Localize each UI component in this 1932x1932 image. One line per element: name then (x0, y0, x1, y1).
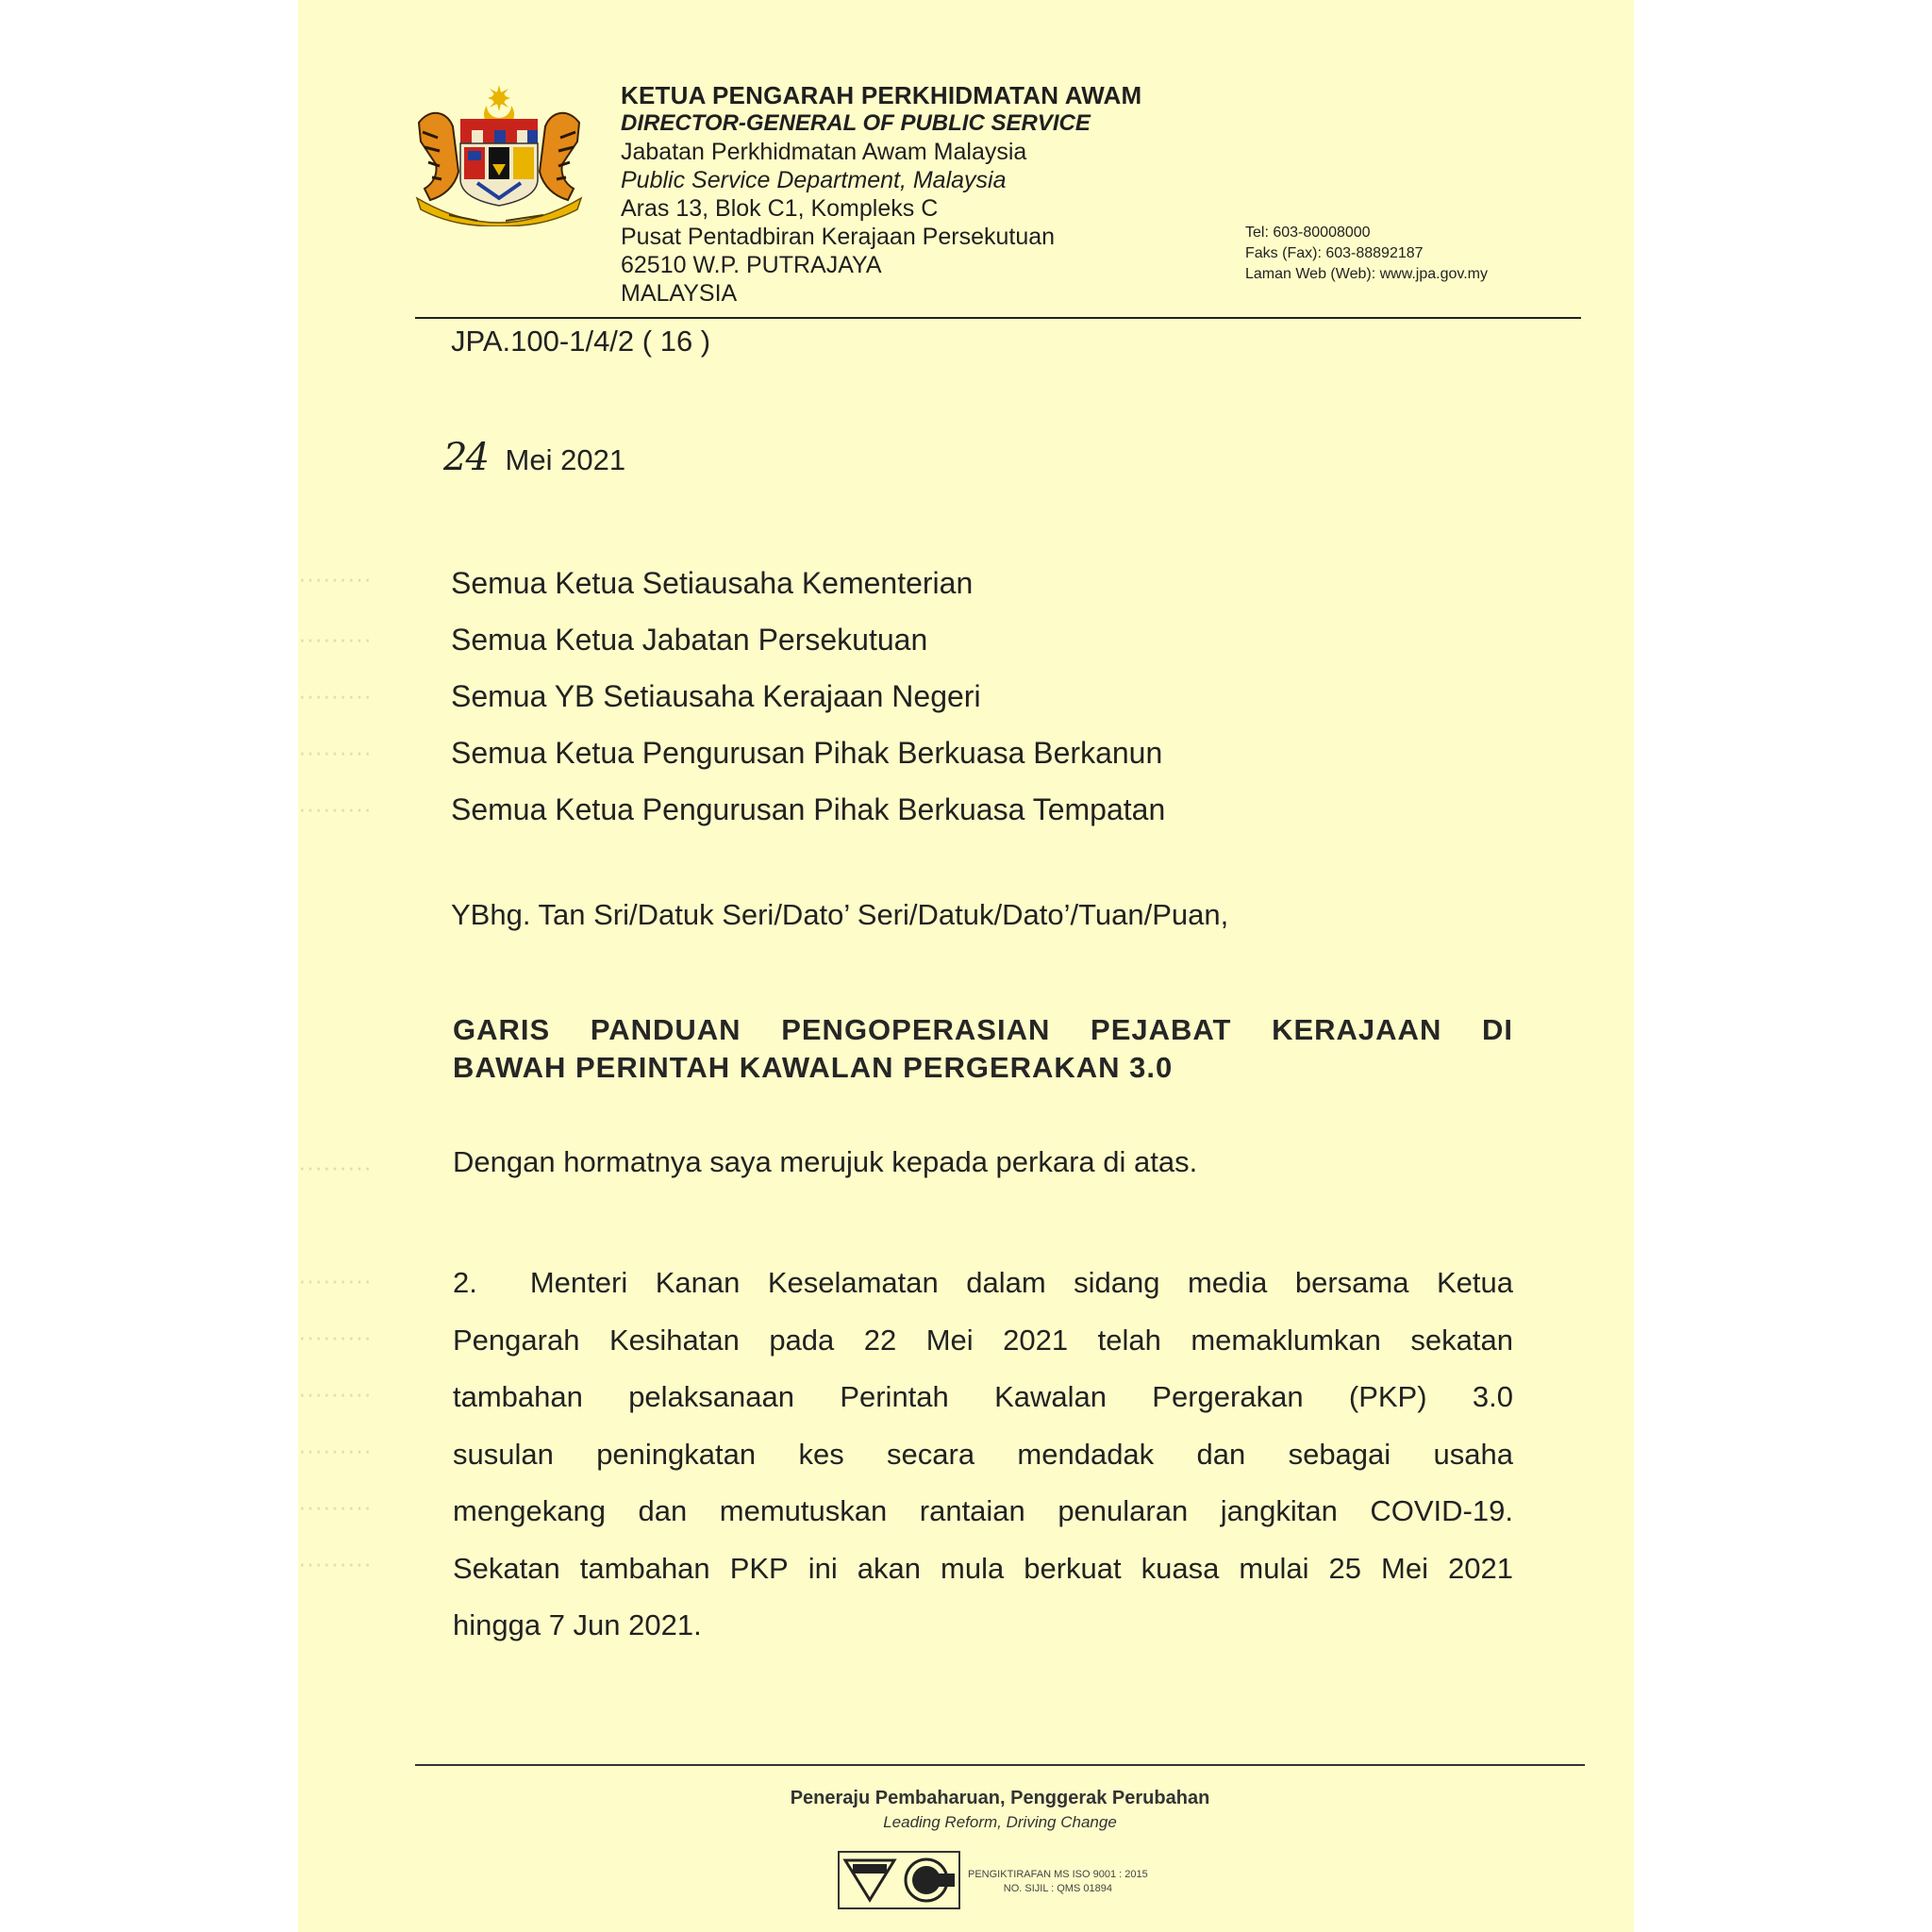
paragraph-line (453, 1255, 1513, 1312)
paragraph-word: COVID-19. (1370, 1494, 1513, 1527)
paragraph-word: tambahan (579, 1551, 710, 1585)
letterhead (621, 81, 1141, 308)
paragraph-word: kes (798, 1437, 844, 1471)
paragraph-word: dalam (966, 1266, 1046, 1299)
address-line: 62510 W.P. PUTRAJAYA (621, 252, 882, 278)
subject-word: GARIS (453, 1013, 551, 1046)
header-divider (415, 317, 1581, 319)
paragraph-word: rantaian (919, 1494, 1025, 1527)
subject-word: KERAJAAN (1272, 1013, 1442, 1046)
paragraph-word: Menteri (529, 1266, 628, 1299)
address-line: Pusat Pentadbiran Kerajaan Persekutuan (621, 224, 1056, 250)
paragraph-word: peningkatan (596, 1437, 757, 1471)
month-year: Mei 2021 (505, 443, 626, 476)
paragraph-word: mula (941, 1551, 1005, 1585)
paragraph-word: mendadak (1017, 1437, 1155, 1471)
bleed-through-text: ········· (298, 738, 372, 766)
paragraph-word: penularan (1058, 1494, 1189, 1527)
iso-certification: PENGIKTIRAFAN MS ISO 9001 : 2015 (968, 1869, 1148, 1880)
issuer-title-english: DIRECTOR-GENERAL OF PUBLIC SERVICE (621, 110, 1091, 136)
paragraph-word: secara (887, 1437, 975, 1471)
paragraph-word: (PKP) (1348, 1380, 1427, 1413)
department-name-english: Public Service Department, Malaysia (621, 167, 1007, 193)
subject-word: PENGOPERASIAN (781, 1013, 1051, 1046)
footer-motto (641, 1785, 1358, 1834)
department-name-malay: Jabatan Perkhidmatan Awam Malaysia (621, 139, 1027, 165)
subject-word: PANDUAN (590, 1013, 741, 1046)
paragraph-word: 2021 (1003, 1323, 1069, 1357)
paragraph-word: Mei (925, 1323, 974, 1357)
paragraph-word: bersama (1294, 1266, 1409, 1299)
bleed-through-text: ········· (298, 1323, 372, 1351)
paragraph-word: Sekatan (453, 1551, 560, 1585)
reference-number: JPA.100-1/4/2 ( 16 ) (451, 325, 711, 358)
recipient-line: Semua Ketua Pengurusan Pihak Berkuasa Berkanun (451, 736, 1163, 770)
bleed-through-text: ········· (298, 564, 372, 592)
subject-line-2: BAWAH PERINTAH KAWALAN PERGERAKAN 3.0 (453, 1051, 1174, 1084)
bleed-through-text: ········· (298, 1153, 372, 1181)
paragraph-word: PKP (729, 1551, 789, 1585)
contact-block (1245, 223, 1488, 285)
paragraph-word: dan (1196, 1437, 1246, 1471)
subject-word: PEJABAT (1091, 1013, 1232, 1046)
paragraph-word: memutuskan (719, 1494, 888, 1527)
bleed-through-text: ········· (298, 794, 372, 823)
recipient-list (451, 555, 1165, 838)
certificate-number: NO. SIJIL : QMS 01894 (1003, 1883, 1112, 1894)
certification-logos (838, 1851, 960, 1909)
paragraph-word: sebagai (1288, 1437, 1391, 1471)
website: Laman Web (Web): www.jpa.gov.my (1245, 266, 1488, 282)
paragraph-line (453, 1369, 1513, 1426)
subject-word: DI (1482, 1013, 1513, 1046)
paragraph-word: usaha (1433, 1437, 1513, 1471)
motto-english: Leading Reform, Driving Change (883, 1813, 1117, 1831)
bleed-through-text: ········· (298, 1379, 372, 1407)
fax: Faks (Fax): 603-88892187 (1245, 245, 1424, 261)
paragraph-line-text (530, 1255, 1513, 1312)
bleed-through-text: ········· (298, 1549, 372, 1577)
paragraph-number: 2. (453, 1266, 477, 1299)
paragraph-line (453, 1312, 1513, 1370)
motto-malay: Peneraju Pembaharuan, Penggerak Perubahan (790, 1788, 1210, 1808)
paragraph-word: 3.0 (1472, 1380, 1513, 1413)
paragraph-word: sekatan (1410, 1323, 1513, 1357)
paragraph-word: jangkitan (1220, 1494, 1338, 1527)
coat-of-arms-icon (411, 85, 587, 226)
paragraph-line (453, 1426, 1513, 1484)
paragraph-2 (453, 1255, 1513, 1655)
subject-line-1 (453, 1011, 1513, 1049)
certification-text (968, 1868, 1148, 1896)
paragraph-word: sidang (1074, 1266, 1160, 1299)
paragraph-word: kuasa (1141, 1551, 1220, 1585)
bleed-through-text: ········· (298, 681, 372, 709)
paragraph-word: 2021 (1447, 1551, 1513, 1585)
opening-paragraph: Dengan hormatnya saya merujuk kepada perkara di atas. (453, 1145, 1198, 1178)
handwritten-day: 24 (443, 436, 488, 479)
paragraph-word: Pergerakan (1152, 1380, 1304, 1413)
letter-date (443, 436, 625, 479)
paragraph-word: pada (769, 1323, 835, 1357)
bleed-through-text: ········· (298, 1436, 372, 1464)
recipient-line: Semua YB Setiausaha Kerajaan Negeri (451, 679, 981, 713)
paragraph-word: ini (808, 1551, 838, 1585)
bleed-through-text: ········· (298, 1492, 372, 1521)
paragraph-line (453, 1483, 1513, 1541)
paragraph-word: Kesihatan (608, 1323, 740, 1357)
paragraph-word: Kanan (655, 1266, 741, 1299)
recipient-line: Semua Ketua Jabatan Persekutuan (451, 623, 928, 657)
address-line: MALAYSIA (621, 280, 738, 307)
paragraph-word: media (1187, 1266, 1268, 1299)
paragraph-word: susulan (453, 1437, 554, 1471)
paragraph-word: Keselamatan (767, 1266, 939, 1299)
paragraph-word: tambahan (453, 1380, 583, 1413)
paragraph-word: dan (638, 1494, 688, 1527)
paragraph-line (453, 1541, 1513, 1598)
bleed-through-text: ········· (298, 625, 372, 653)
paragraph-word: Kawalan (994, 1380, 1107, 1413)
paragraph-word: mengekang (453, 1494, 607, 1527)
salutation: YBhg. Tan Sri/Datuk Seri/Dato’ Seri/Datuk/Dato’/Tuan/Puan, (451, 898, 1229, 931)
bleed-through-text: ········· (298, 1266, 372, 1294)
paragraph-line: hingga 7 Jun 2021. (453, 1608, 702, 1641)
address-line: Aras 13, Blok C1, Kompleks C (621, 195, 939, 222)
paragraph-word: mulai (1239, 1551, 1309, 1585)
paragraph-word: Perintah (840, 1380, 949, 1413)
telephone: Tel: 603-80008000 (1245, 225, 1371, 241)
recipient-line: Semua Ketua Pengurusan Pihak Berkuasa Tempatan (451, 792, 1166, 826)
subject-heading (453, 1011, 1513, 1087)
paragraph-word: akan (857, 1551, 921, 1585)
paragraph-word: Pengarah (453, 1323, 580, 1357)
issuer-title-malay: KETUA PENGARAH PERKHIDMATAN AWAM (621, 81, 1142, 109)
paragraph-word: berkuat (1024, 1551, 1122, 1585)
footer-divider (415, 1764, 1585, 1766)
paragraph-word: pelaksanaan (628, 1380, 795, 1413)
paragraph-word: memaklumkan (1191, 1323, 1381, 1357)
paragraph-word: telah (1097, 1323, 1161, 1357)
paragraph-word: Ketua (1436, 1266, 1513, 1299)
paragraph-word: Mei (1381, 1551, 1428, 1585)
paragraph-word: 25 (1328, 1551, 1361, 1585)
paragraph-word: 22 (863, 1323, 897, 1357)
recipient-line: Semua Ketua Setiausaha Kementerian (451, 566, 974, 600)
